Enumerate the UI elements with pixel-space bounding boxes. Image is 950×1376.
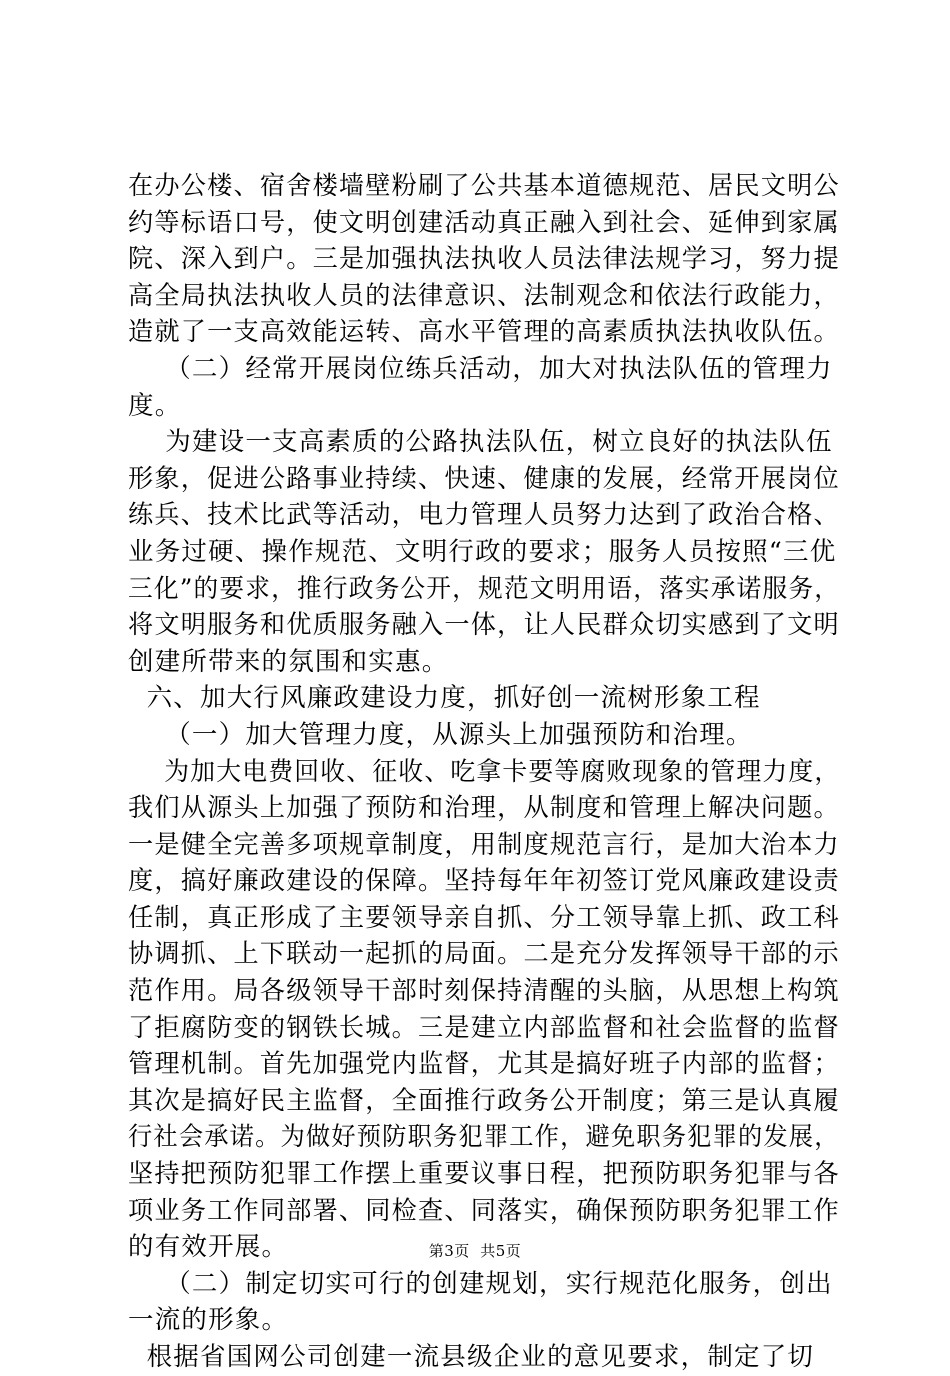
text-line: 约等标语口号，使文明创建活动真正融入到社会、延伸到家属 [128,207,840,238]
text-line: 行社会承诺。为做好预防职务犯罪工作，避免职务犯罪的发展， [128,1122,840,1153]
text-line: 形象，促进公路事业持续、快速、健康的发展，经常开展岗位 [128,463,840,494]
text-line: 的有效开展。 [128,1232,289,1263]
page-number-footer: 第3页 共5页 [428,1242,522,1260]
text-line: 创建所带来的氛围和实惠。 [128,646,449,677]
text-line: 一是健全完善多项规章制度，用制度规范言行，是加大治本力 [128,829,840,860]
text-line: 练兵、技术比武等活动，电力管理人员努力达到了政治合格、 [128,500,840,531]
text-line: 三化”的要求，推行政务公开，规范文明用语，落实承诺服务， [128,573,841,604]
text-line: 造就了一支高效能运转、高水平管理的高素质执法执收队伍。 [128,317,840,348]
text-line: 度。 [128,390,182,421]
text-line: 度，搞好廉政建设的保障。坚持每年年初签订党风廉政建设责 [128,866,840,897]
text-line: 其次是搞好民主监督，全面推行政务公开制度；第三是认真履 [128,1085,840,1116]
text-line: 协调抓、上下联动一起抓的局面。二是充分发挥领导干部的示 [128,939,840,970]
paragraph-start-line: 为建设一支高素质的公路执法队伍，树立良好的执法队伍 [128,427,833,458]
text-line: 范作用。局各级领导干部时刻保持清醒的头脑，从思想上构筑 [128,976,840,1007]
text-line: 了拒腐防变的钢铁长城。三是建立内部监督和社会监督的监督 [128,1012,840,1043]
text-line: 坚持把预防犯罪工作摆上重要议事日程，把预防职务犯罪与各 [128,1159,840,1190]
paragraph-start-line: 根据省国网公司创建一流县级企业的意见要求，制定了切 [128,1342,815,1372]
text-line: 在办公楼、宿舍楼墙壁粉刷了公共基本道德规范、居民文明公 [128,171,840,201]
text-line: 管理机制。首先加强党内监督，尤其是搞好班子内部的监督； [128,1049,840,1080]
text-line: 任制，真正形成了主要领导亲自抓、分工领导靠上抓、政工科 [128,902,840,933]
text-line: 项业务工作同部署、同检查、同落实，确保预防职务犯罪工作 [128,1195,840,1226]
document-body [128,168,840,1376]
section-heading-line: 六、加大行风廉政建设力度，抓好创一流树形象工程 [128,683,761,714]
text-line: 业务过硬、操作规范、文明行政的要求；服务人员按照“三优 [128,536,837,567]
section-heading-line: （二）经常开展岗位练兵活动，加大对执法队伍的管理力 [128,353,833,384]
text-line: 一流的形象。 [128,1305,289,1336]
section-heading-line: （二）制定切实可行的创建规划，实行规范化服务，创出 [128,1268,833,1299]
section-heading-line: （一）加大管理力度，从源头上加强预防和治理。 [128,719,753,750]
text-line: 将文明服务和优质服务融入一体，让人民群众切实感到了文明 [128,610,840,641]
text-line: 我们从源头上加强了预防和治理，从制度和管理上解决问题。 [128,793,840,824]
paragraph-start-line: 为加大电费回收、征收、吃拿卡要等腐败现象的管理力度， [128,756,841,787]
text-line: 院、深入到户。三是加强执法执收人员法律法规学习，努力提 [128,244,840,275]
text-line: 高全局执法执收人员的法律意识、法制观念和依法行政能力， [128,280,840,311]
